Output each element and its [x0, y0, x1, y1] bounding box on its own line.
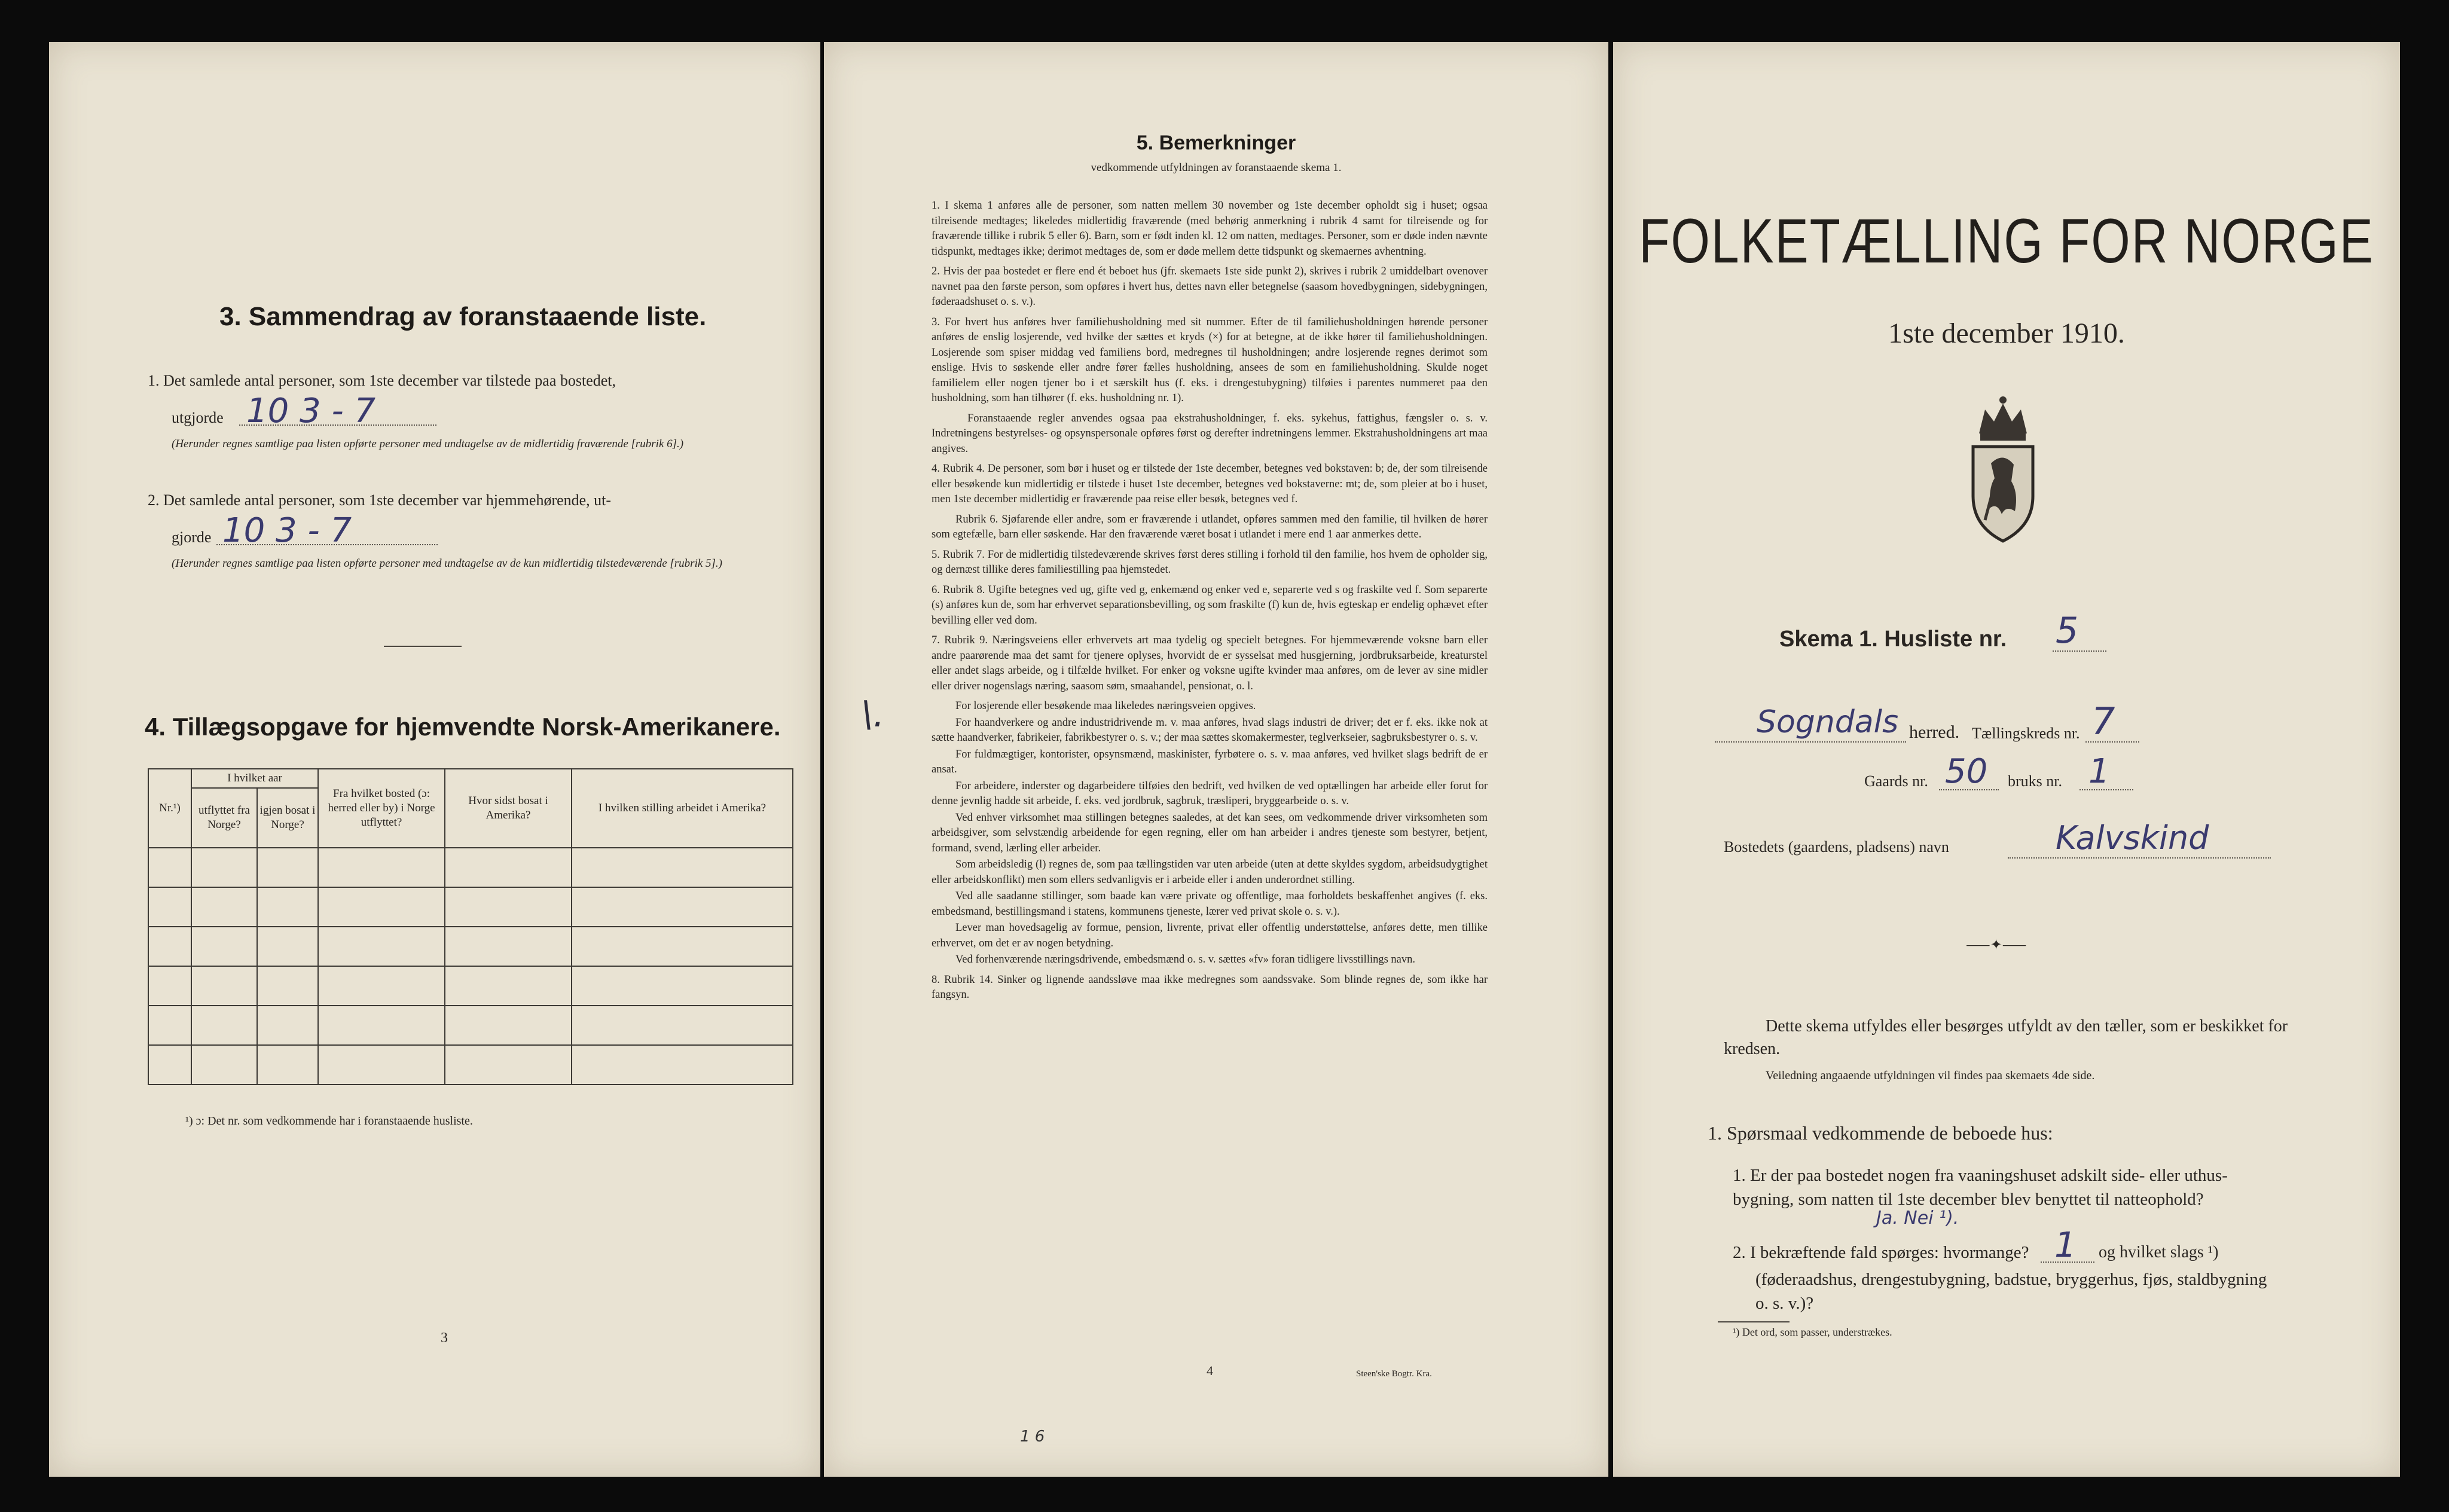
bosted-value: Kalvskind	[2056, 819, 2209, 857]
remark-paragraph: 1. I skema 1 anføres alle de personer, som natten mellem 30 november og 1ste december opholdt sig i huset; ogsaa tilreisende medtages; likeledes midlertidig fraværende (med behørig anmerkning i rubrik 4 samt for tilreisende og for fraværende tillike i rubrik 5 eller 6). Barn, som er født inden kl. 12 om natten, medtages. Personer, som er døde inden nævnte tidspunkt, medtages ikke; derimot medtages de, som er døde mellem dette tidspunkt og skemaernes avhentning.	[932, 200, 1488, 258]
table-footnote: ¹) ɔ: Det nr. som vedkommende har i foranstaaende husliste.	[185, 1114, 473, 1128]
census-title: FOLKETÆLLING FOR NORGE	[1639, 206, 2374, 276]
remark-paragraph: 8. Rubrik 14. Sinker og lignende aandssløve maa ikke medregnes som aandssvake. Som blinde regnes de, som ikke har fangsyn.	[932, 973, 1488, 1001]
item1-dotline	[239, 424, 436, 426]
table-row	[148, 1006, 793, 1045]
bosted-dotline	[2008, 857, 2271, 859]
col-amerika-header: Hvor sidst bosat i Amerika?	[445, 769, 572, 848]
section4-title: 4. Tillægsopgave for hjemvendte Norsk-Amerikanere.	[145, 713, 781, 741]
question-2-count: 1	[2054, 1224, 2077, 1265]
table-row	[148, 1045, 793, 1085]
page-number: 4	[1207, 1363, 1213, 1378]
printer-mark: Steen'ske Bogtr. Kra.	[1356, 1369, 1432, 1379]
kreds-label: Tællingskreds nr.	[1972, 725, 2080, 742]
questions-title: 1. Spørsmaal vedkommende de beboede hus:	[1708, 1122, 2053, 1144]
col-nr-header: Nr.¹)	[148, 769, 191, 848]
question-2-dotline	[2041, 1261, 2094, 1263]
remark-paragraph: For fuldmægtiger, kontorister, opsynsmænd, maskinister, fyrbøtere o. s. v. maa anføres, ved hvilket slags bedrift de er ansat.	[932, 748, 1488, 775]
remark-paragraph: Ved forhenværende næringsdrivende, embedsmænd o. s. v. sættes «fv» foran tidligere livsstillings navn.	[955, 954, 1416, 966]
question-2c: (føderaadshus, drengestubygning, badstue, bryggerhus, fjøs, staldbygning o. s. v.)?	[1755, 1270, 2267, 1313]
gaards-value: 50	[1945, 752, 1988, 791]
remark-paragraph: For arbeidere, inderster og dagarbeidere tilføies den bedrift, ved hvilken de ved optællingen har arbeide eller forut for denne jevnlig hadde sit arbeide, f. eks. ved jordbruk, sagbruk, træsliperi, bryggearbeide o. s. v.	[932, 780, 1488, 807]
remark-paragraph: 5. Rubrik 7. For de midlertidig tilstedeværende skrives først deres stilling i forhold til den familie, hos hvem de opholder sig, og dernæst tillike deres familiestilling paa hjemstedet.	[932, 548, 1488, 576]
instructions-text: Dette skema utfyldes eller besørges utfyldt av den tæller, som er beskikket for kredsen.	[1724, 1017, 2288, 1058]
question-2a: 2. I bekræftende fald spørges: hvormange?	[1733, 1243, 2029, 1262]
bruks-value: 1	[2088, 752, 2110, 791]
col-bosat-header: igjen bosat i Norge?	[257, 788, 318, 848]
remark-paragraph: Foranstaaende regler anvendes ogsaa paa ekstrahusholdninger, f. eks. sykehus, fattighus, fængsler o. s. v. Indretningens bestyrelses- og opsynspersonale opføres først og derefter indretningens lemmer. Ekstrahusholdningens art maa angives.	[932, 412, 1488, 455]
herred-label: herred.	[1909, 722, 1960, 742]
item2-note: (Herunder regnes samtlige paa listen opførte personer med undtagelse av de kun midlertidig tilstedeværende [rubrik 5].)	[172, 557, 722, 570]
schema-label: Skema 1. Husliste nr.	[1779, 627, 2007, 652]
remark-paragraph: 3. For hvert hus anføres hver familiehusholdning med sit nummer. Efter de til familiehusholdningen hørende personer anføres de enslig losjerende, ved hvilke der sættes et kryds (×) for at betegne, at de ikke hører til familiehusholdningen. Losjerende som spiser middag ved familiens bord, medregnes til husholdningen; andre losjerende regnes derimot som enslige. Hvis to søskende eller andre fører fælles husholdning, ansees de som en familiehusholdning. Skulde noget familielem eller nogen tjener bo i et særskilt hus (f. eks. i drengestubygning) tilføies i parentes nummeret paa den husholdning, som han tilhører (f. eks. husholdning nr. 1).	[932, 316, 1488, 404]
kreds-value: 7	[2091, 700, 2115, 743]
item1-prefix: utgjorde	[172, 409, 224, 426]
remark-paragraph: Ved alle saadanne stillinger, som baade kan være private og offentlige, maa forholdets beskaffenhet angives (f. eks. embedsmand, bestillingsmand i statens, kommunens tjeneste, lærer ved privat skole o. s. v.).	[932, 890, 1488, 918]
table-row	[148, 966, 793, 1006]
col-stilling-header: I hvilken stilling arbeidet i Amerika?	[572, 769, 793, 848]
col-group-header: I hvilket aar	[191, 769, 318, 788]
footnote-text: ¹) Det ord, som passer, understrækes.	[1733, 1326, 1892, 1338]
page-left	[49, 42, 820, 1477]
item1-value: 10 3 - 7	[246, 392, 376, 430]
remark-paragraph: Rubrik 6. Sjøfarende eller andre, som er fraværende i utlandet, opføres sammen med den familie, til hvilken de hører som egtefælle, barn eller søskende. Har den fraværende været bosat i utlandet i mere end 1 aar anmerkes dette.	[932, 513, 1488, 540]
herred-value: Sogndals	[1757, 704, 1899, 740]
item2-prefix: gjorde	[172, 529, 212, 546]
question-2b: og hvilket slags ¹)	[2099, 1243, 2219, 1261]
remark-paragraph: For haandverkere og andre industridrivende m. v. maa anføres, hvad slags industri de driver; det er f. eks. ikke nok at sætte haandverker, fabrikeier, fabrikbestyrer o. s. v.; der maa sættes skomakermester, teglverkseier, sagbruksbestyrer o. s. v.	[932, 716, 1488, 744]
bottom-mark: 1 6	[1020, 1428, 1045, 1446]
gaards-dotline	[1939, 789, 1999, 790]
remarks-subtitle: vedkommende utfyldningen av foranstaaende skema 1.	[1091, 161, 1342, 174]
census-date: 1ste december 1910.	[1888, 317, 2125, 349]
item1-note: (Herunder regnes samtlige paa listen opførte personer med undtagelse av de midlertidig fraværende [rubrik 6].)	[172, 438, 684, 450]
husliste-dotline	[2053, 650, 2106, 652]
item2-dotline	[216, 544, 438, 545]
item1-text: 1. Det samlede antal personer, som 1ste december var tilstede paa bostedet,	[148, 372, 616, 389]
bruks-label: bruks nr.	[2008, 772, 2062, 790]
page-number: 3	[441, 1330, 448, 1346]
remark-paragraph: Lever man hovedsagelig av formue, pension, livrente, privat eller offentlig understøttelse, anføres dette, men tillike erhvervet, om det er av nogen betydning.	[932, 922, 1488, 949]
divider-rule	[384, 646, 462, 647]
section3-title: 3. Sammendrag av foranstaaende liste.	[219, 302, 707, 331]
remark-paragraph: 4. Rubrik 4. De personer, som bør i huset og er tilstede der 1ste december, betegnes ved bokstaven: b; de, der som tilreisende eller besøkende kun midlertidig er tilstede i huset 1ste december, betegnes ved bokstaverne: mt; de, som pleier at bo i huset, men 1ste december midlertidig er fraværende paa reise eller besøk, betegnes ved f.	[932, 463, 1488, 505]
page-right	[1613, 42, 2400, 1477]
coat-of-arms-icon	[1961, 392, 2045, 547]
bruks-dotline	[2079, 789, 2133, 790]
col-utflyttet-header: utflyttet fra Norge?	[191, 788, 257, 848]
bosted-label: Bostedets (gaardens, pladsens) navn	[1724, 838, 1949, 856]
item2-text: 2. Det samlede antal personer, som 1ste december var hjemmehørende, ut-	[148, 491, 612, 509]
item2-value: 10 3 - 7	[222, 511, 352, 550]
page-middle	[824, 42, 1608, 1477]
table-row	[148, 848, 793, 887]
herred-dotline	[1715, 741, 1906, 743]
remark-paragraph: 2. Hvis der paa bostedet er flere end ét beboet hus (jfr. skemaets 1ste side punkt 2), skrives i rubrik 2 umiddelbart ovenover navnet paa den første person, som opføres i hvert hus, dettes navn eller betegnelse (saasom hovedbygningen, sidebygningen, føderaadshuset o. s. v.).	[932, 265, 1488, 308]
col-bosted-header: Fra hvilket bosted (ɔ: herred eller by) i Norge utflyttet?	[318, 769, 445, 848]
remark-paragraph: For losjerende eller besøkende maa likeledes næringsveien opgives.	[955, 700, 1256, 712]
husliste-nr: 5	[2056, 610, 2079, 652]
norsk-amerikaner-table	[148, 768, 793, 1085]
remark-paragraph: 7. Rubrik 9. Næringsveiens eller erhvervets art maa tydelig og specielt betegnes. For hjemmeværende voksne barn eller andre paarørende maa det samt for tjenere oplyses, hvorvidt de er sysselsat med husgjerning, jordbruksarbeide, kreaturstel eller andet slags arbeide, og i tilfælde hvilket. For enker og voksne ugifte kvinder maa anføres, om de lever av sine midler eller driver nogenslags næring, saasom søm, smaahandel, pensionat, o. l.	[932, 634, 1488, 692]
remark-paragraph: Som arbeidsledig (l) regnes de, som paa tællingstiden var uten arbeide (uten at dette skyldes sygdom, arbeidsudygtighet eller arbeidskonflikt) men som ellers sedvanligvis er i arbeide eller i anden underordnet stilling.	[932, 859, 1488, 886]
gaards-label: Gaards nr.	[1864, 772, 1928, 790]
remark-paragraph: Ved enhver virksomhet maa stillingen betegnes saaledes, at det kan sees, om vedkommende driver virksomheten som arbeidsgiver, som selvstændig arbeidende for egen regning, eller om han arbeider i andres tjeneste som bestyrer, betjent, formand, svend, lærling eller arbeider.	[932, 811, 1488, 854]
remarks-body	[932, 198, 1488, 1008]
question-1: 1. Er der paa bostedet nogen fra vaaningshuset adskilt side- eller uthus-bygning, som natten til 1ste december blev benyttet til natteophold?	[1733, 1166, 2228, 1209]
margin-mark: \.	[861, 694, 885, 735]
footnote-rule	[1718, 1321, 1790, 1322]
table-row	[148, 927, 793, 966]
table-row	[148, 887, 793, 927]
question-1-answer: Ja. Nei ¹).	[1876, 1208, 1959, 1229]
remarks-title: 5. Bemerkninger	[1136, 132, 1296, 154]
ornament-icon: ⸺✦⸺	[1966, 937, 2027, 953]
remark-paragraph: 6. Rubrik 8. Ugifte betegnes ved ug, gifte ved g, enkemænd og enker ved e, separerte ved s og fraskilte ved f. Som separerte (s) anføres kun de, som har erhvervet separationsbevilling, og som fraskilte (f) kun de, hvis egteskap er endelig ophævet efter bevilling eller ved dom.	[932, 584, 1488, 627]
kreds-dotline	[2085, 741, 2139, 743]
guide-text: Veiledning angaaende utfyldningen vil findes paa skemaets 4de side.	[1766, 1069, 2095, 1082]
